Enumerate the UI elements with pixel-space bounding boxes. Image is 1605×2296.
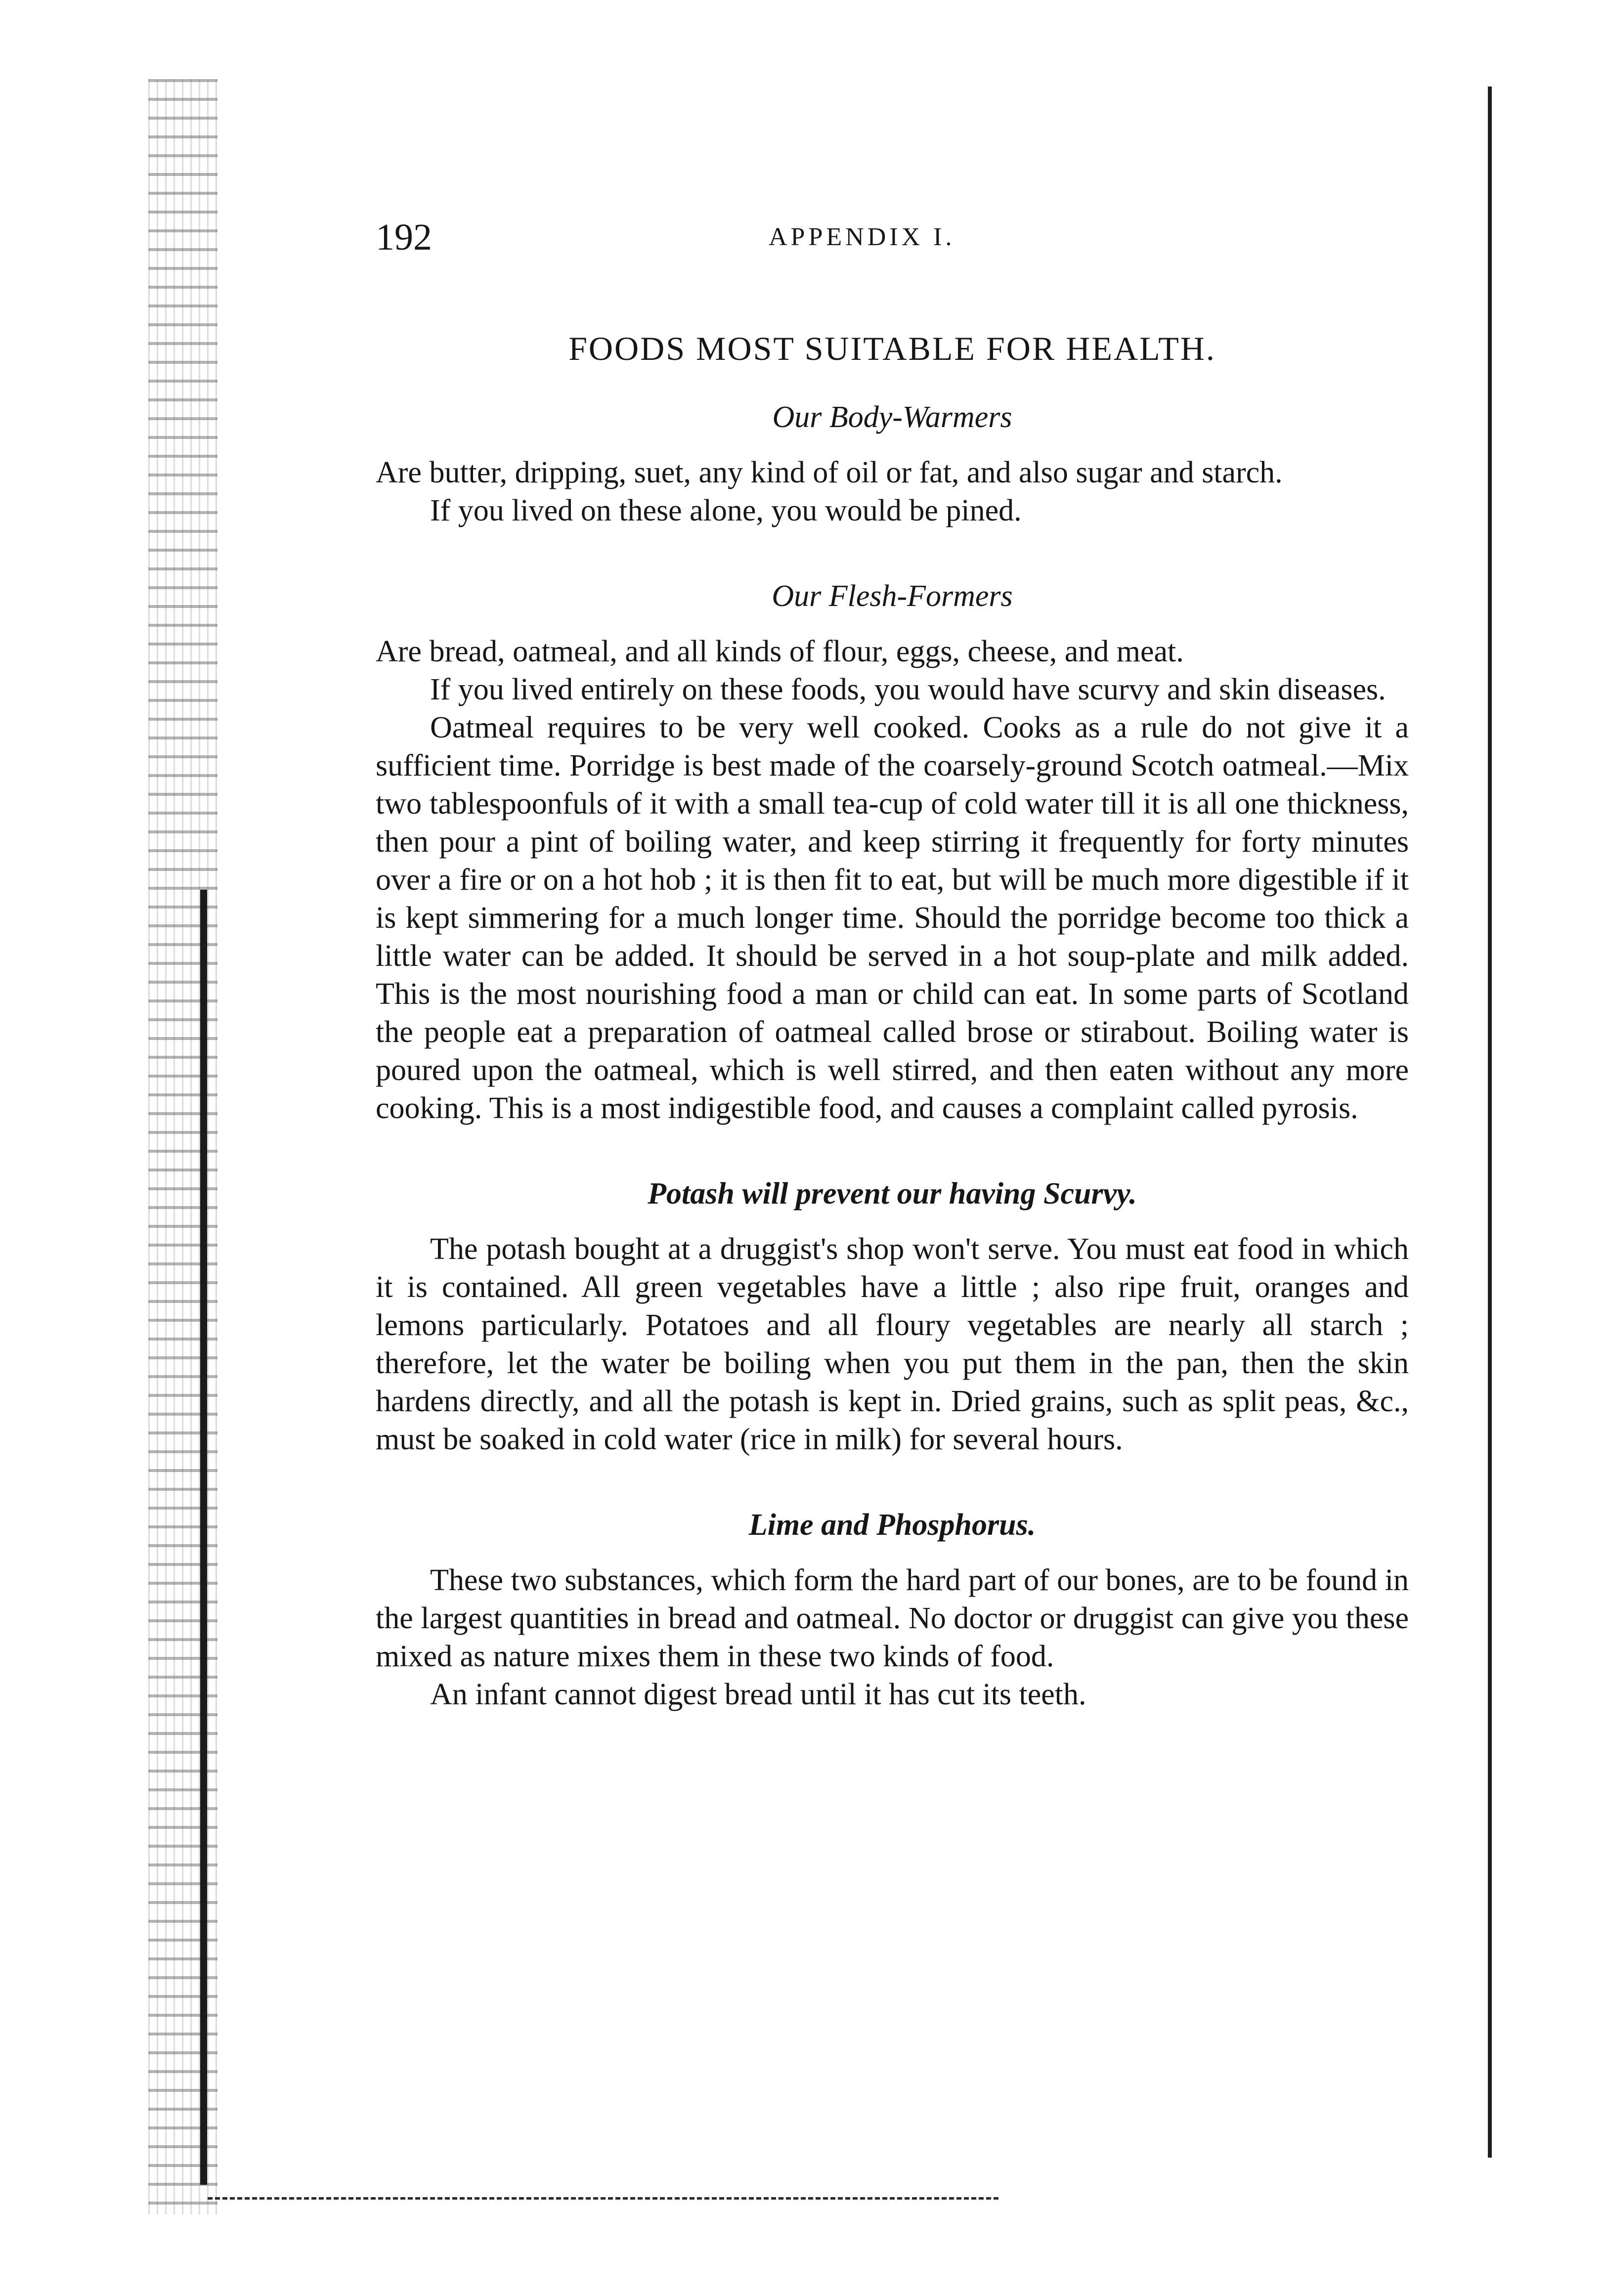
section-potash (376, 1172, 1409, 1459)
running-head: APPENDIX I. (769, 223, 955, 251)
bottom-edge-rule (208, 2197, 998, 2200)
paragraph: If you lived entirely on these foods, you would have scurvy and skin diseases. (430, 673, 1386, 706)
page-body (376, 326, 1409, 1758)
page-edge-rule (1488, 87, 1492, 2158)
paragraph: If you lived on these alone, you would be pined. (430, 494, 1022, 527)
paragraph: The potash bought at a druggist's shop won't serve. You must eat food in which it is contained. All green vegetables have a little ; also ripe fruit, oranges and lemons particularly. Potatoes and all floury vegetables are nearly all starch ; therefore, let the water be boiling when you put them in the pan, then the skin hardens directly, and all the potash is kept in. Dried grains, such as split peas, &c., must be soaked in cold water (rice in milk) for several hours. (376, 1232, 1409, 1456)
section-heading: Our Body-Warmers (772, 400, 1012, 434)
section-heading: Lime and Phosphorus. (748, 1508, 1036, 1542)
scanned-binding-edge (148, 79, 217, 2214)
section-lime-phosphorus (376, 1503, 1409, 1714)
section-flesh-formers (376, 574, 1409, 1127)
paragraph: Are bread, oatmeal, and all kinds of flour, eggs, cheese, and meat. (376, 635, 1184, 668)
section-heading: Potash will prevent our having Scurvy. (648, 1177, 1137, 1211)
section-heading: Our Flesh-Formers (772, 579, 1013, 613)
paragraph: Are butter, dripping, suet, any kind of oil or fat, and also sugar and starch. (376, 456, 1283, 489)
page-number: 192 (376, 217, 432, 258)
binding-shadow-line (200, 890, 207, 2185)
paragraph: These two substances, which form the hard part of our bones, are to be found in the largest quantities in bread and oatmeal. No doctor or druggist can give you these mixed as nature mixes them in these two kinds of food. (376, 1563, 1409, 1673)
paragraph: Oatmeal requires to be very well cooked. Cooks as a rule do not give it a sufficient time. Porridge is best made of the coarsely-ground Scotch oatmeal.—Mix two tablespoonfuls of it with a small tea-cup of cold water till it is all one thickness, then pour a pint of boiling water, and keep stirring it frequently for forty minutes over a fire or on a hot hob ; it is then fit to eat, but will be much more digestible if it is kept simmering for a much longer time. Should the porridge become too thick a little water can be added. It should be served in a hot soup-plate and milk added. This is the most nourishing food a man or child can eat. In some parts of Scotland the people eat a preparation of oatmeal called brose or stirabout. Boiling water is poured upon the oatmeal, which is well stirred, and then eaten without any more cooking. This is a most indigestible food, and causes a complaint called pyrosis. (376, 711, 1409, 1125)
page-title: FOODS MOST SUITABLE FOR HEALTH. (568, 330, 1216, 367)
section-body-warmers (376, 395, 1409, 530)
paragraph: An infant cannot digest bread until it has cut its teeth. (430, 1678, 1086, 1711)
page-header (376, 208, 1473, 267)
